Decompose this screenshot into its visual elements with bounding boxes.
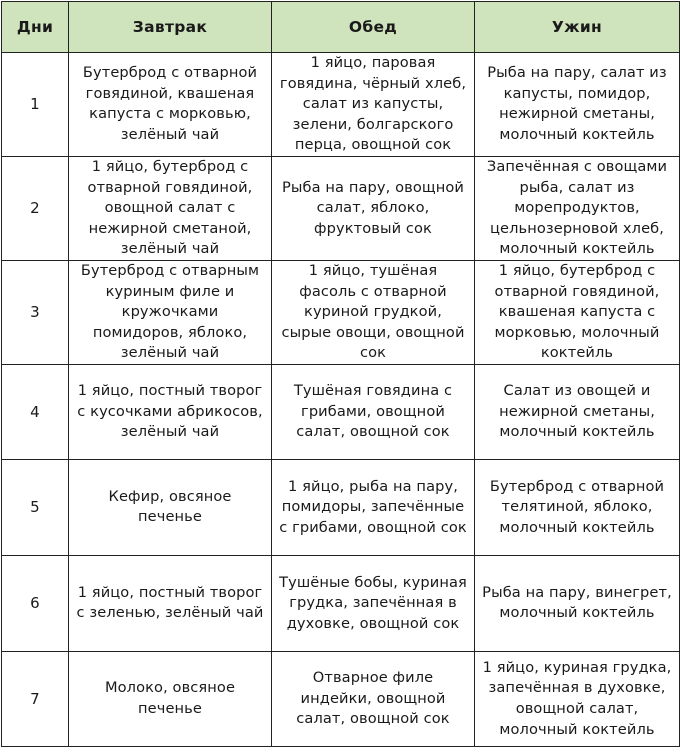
cell-day: 3 — [2, 260, 69, 364]
cell-day: 2 — [2, 156, 69, 260]
cell-dinner: Рыба на пару, винегрет, молочный коктейль — [475, 555, 680, 651]
cell-day: 7 — [2, 651, 69, 746]
cell-breakfast: 1 яйцо, бутерброд с отварной говядиной, овощной салат с нежирной сметаной, зелёный чай — [69, 156, 272, 260]
cell-breakfast: Кефир, овсяное печенье — [69, 459, 272, 555]
cell-day: 6 — [2, 555, 69, 651]
table-body — [2, 53, 680, 747]
table-row — [2, 364, 680, 459]
table-header — [2, 2, 680, 53]
cell-dinner: Салат из овощей и нежирной сметаны, молочный коктейль — [475, 364, 680, 459]
table-row — [2, 651, 680, 746]
cell-lunch: 1 яйцо, рыба на пару, помидоры, запечённые с грибами, овощной сок — [272, 459, 475, 555]
cell-breakfast: Бутерброд с отварной говядиной, квашеная капуста с морковью, зелёный чай — [69, 53, 272, 157]
cell-breakfast: Бутерброд с отварным куриным филе и кружочками помидоров, яблоко, зелёный чай — [69, 260, 272, 364]
header-lunch: Обед — [272, 2, 475, 53]
cell-dinner: 1 яйцо, бутерброд с отварной говядиной, квашеная капуста с морковью, молочный коктейль — [475, 260, 680, 364]
cell-lunch: 1 яйцо, паровая говядина, чёрный хлеб, салат из капусты, зелени, болгарского перца, овощной сок — [272, 53, 475, 157]
cell-day: 4 — [2, 364, 69, 459]
cell-lunch: Отварное филе индейки, овощной салат, овощной сок — [272, 651, 475, 746]
meal-plan-table — [1, 1, 680, 747]
cell-day: 5 — [2, 459, 69, 555]
cell-breakfast: 1 яйцо, постный творог с зеленью, зелёный чай — [69, 555, 272, 651]
cell-breakfast: Молоко, овсяное печенье — [69, 651, 272, 746]
table-row — [2, 459, 680, 555]
table-row — [2, 260, 680, 364]
header-day: Дни — [2, 2, 69, 53]
table-row — [2, 156, 680, 260]
header-row — [2, 2, 680, 53]
cell-dinner: Бутерброд с отварной телятиной, яблоко, молочный коктейль — [475, 459, 680, 555]
cell-lunch: Тушёная говядина с грибами, овощной салат, овощной сок — [272, 364, 475, 459]
table-row — [2, 555, 680, 651]
table-row — [2, 53, 680, 157]
cell-lunch: 1 яйцо, тушёная фасоль с отварной куриной грудкой, сырые овощи, овощной сок — [272, 260, 475, 364]
header-breakfast: Завтрак — [69, 2, 272, 53]
cell-day: 1 — [2, 53, 69, 157]
cell-dinner: Рыба на пару, салат из капусты, помидор, нежирной сметаны, молочный коктейль — [475, 53, 680, 157]
cell-dinner: Запечённая с овощами рыба, салат из морепродуктов, цельнозерновой хлеб, молочный коктейль — [475, 156, 680, 260]
cell-lunch: Рыба на пару, овощной салат, яблоко, фруктовый сок — [272, 156, 475, 260]
cell-lunch: Тушёные бобы, куриная грудка, запечённая в духовке, овощной сок — [272, 555, 475, 651]
cell-breakfast: 1 яйцо, постный творог с кусочками абрикосов, зелёный чай — [69, 364, 272, 459]
header-dinner: Ужин — [475, 2, 680, 53]
cell-dinner: 1 яйцо, куриная грудка, запечённая в духовке, овощной салат, молочный коктейль — [475, 651, 680, 746]
